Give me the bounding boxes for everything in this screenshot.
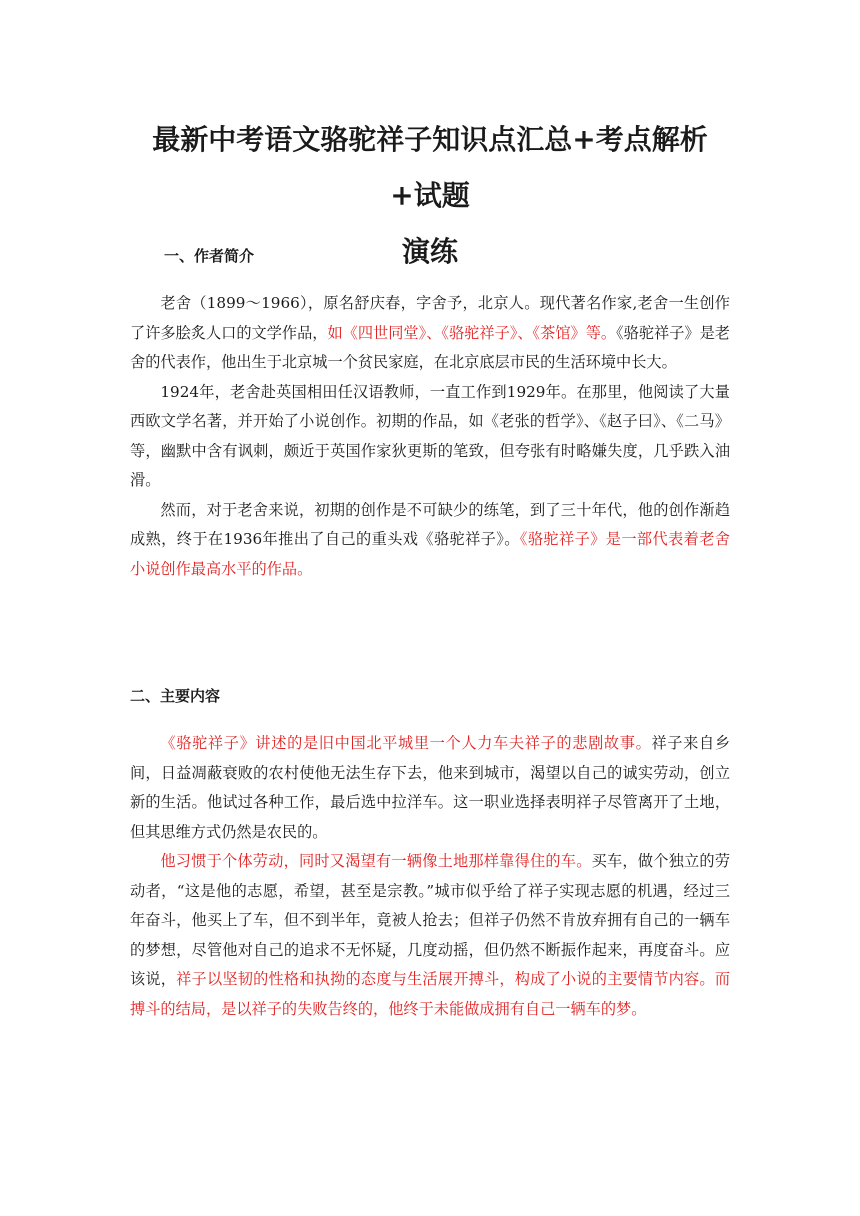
highlighted-text: 他习惯于个体劳动，同时又渴望有一辆像土地那样靠得住的车。 [160,852,592,870]
text-run: 老舍（1899～1966），原名舒庆春，字舍予，北京人。现代著名作家,老舍一生创作了许多脍炙人口的文学作品， [130,294,730,342]
text-run: 《骆驼祥子》是老舍的代表作，他出生于北京城一个贫民家庭，在北京底层市民的生活环境中长大。 [130,323,730,371]
section-heading-content: 二、主要内容 [130,687,221,705]
paragraph: 1924年，老舍赴英国相田任汉语教师，一直工作到1929年。在那里，他阅读了大量西欧文学名著，并开始了小说创作。初期的作品，如《老张的哲学》、《赵子曰》、《二马》等，幽默中含有讽刺，颇近于英国作家狄更斯的笔致，但夸张有时略嫌失度，几乎跌入油滑。 [130,382,730,489]
document-page [130,112,731,1018]
text-run: 买车，做个独立的劳动者，“这是他的志愿，希望，甚至是宗教。”城市似乎给了祥子实现志愿的机遇，经过三年奋斗，他买上了车，但不到半年，竟被人抢去；但祥子仍然不肯放弃拥有自己的一辆车的梦想，尽管他对自己的追求不无怀疑，几度动摇，但仍然不断振作起来，再度奋斗。应该说， [130,852,731,988]
paragraph [130,289,730,378]
paragraph [130,496,730,585]
paragraph [130,729,730,847]
text-run: 祥子来自乡间，日益凋蔽衰败的农村使他无法生存下去，他来到城市，渴望以自己的诚实劳动，创立新的生活。他试过各种工作，最后选中拉洋车。这一职业选择表明祥子尽管离开了土地，但其思维方式仍然是农民的。 [130,734,731,841]
section-author-body [130,289,730,584]
highlighted-text: 《骆驼祥子》讲述的是旧中国北平城里一个人力车夫祥子的悲剧故事。 [160,734,652,752]
section-heading-author: 一、作者简介 [164,247,255,265]
section-content-body [130,729,730,1024]
highlighted-text: 祥子以坚韧的性格和执拗的态度与生活展开搏斗，构成了小说的主要情节内容。而搏斗的结局，是以祥子的失败告终的，他终于未能做成拥有自己一辆车的梦。 [130,970,731,1018]
highlighted-text: 《骆驼祥子》是一部代表着老舍小说创作最高水平的作品。 [130,530,730,578]
paragraph [130,847,730,1024]
title-line-2: 演练 [401,235,458,268]
title-line-1: 最新中考语文骆驼祥子知识点汇总+考点解析+试题 [152,123,708,212]
text-run: 然而，对于老舍来说，初期的创作是不可缺少的练笔，到了三十年代，他的创作渐趋成熟，终于在1936年推出了自己的重头戏《骆驼祥子》。 [130,500,730,548]
highlighted-text: 如《四世同堂》、《骆驼祥子》、《茶馆》等。 [327,323,617,342]
